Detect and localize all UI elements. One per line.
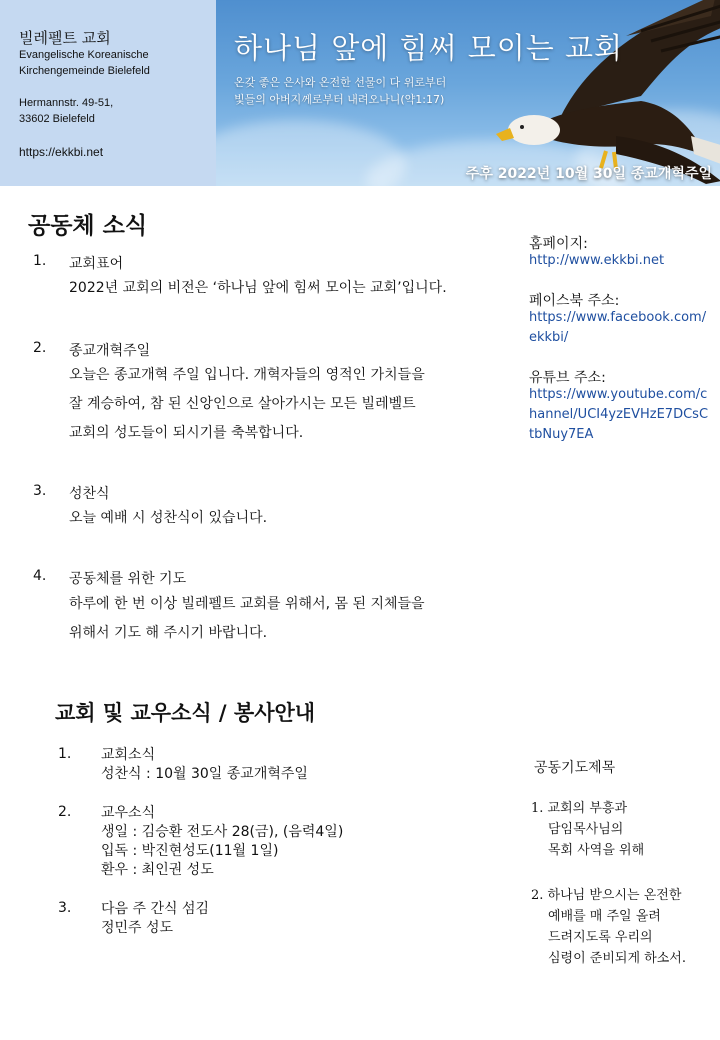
- service-date: 주후 2022년 10월 30일 종교개혁주일: [465, 166, 712, 182]
- community-news-title: 공동체 소식: [28, 213, 148, 239]
- news-item-line: 2022년 교회의 비전은 ‘하나님 앞에 힘써 모이는 교회’입니다.: [69, 280, 447, 296]
- news-item-line: 오늘은 종교개혁 주일 입니다. 개혁자들의 영적인 가치들을: [69, 367, 425, 383]
- news-item-heading: 공동체를 위한 기도: [69, 571, 187, 587]
- news-item-number: 2.: [33, 340, 47, 356]
- address-line1: Hermannstr. 49-51,: [19, 97, 114, 109]
- news-item-number: 4.: [33, 568, 47, 584]
- homepage-label: 홈페이지:: [529, 236, 588, 252]
- facebook-label: 페이스북 주소:: [529, 293, 620, 309]
- prayer-line: 심령이 준비되게 하소서.: [548, 951, 686, 966]
- church-news-line: 교우소식: [101, 805, 156, 821]
- news-item-line: 오늘 예배 시 성찬식이 있습니다.: [69, 510, 268, 526]
- address-line2: 33602 Bielefeld: [19, 113, 95, 125]
- church-news-line: 환우 : 최인권 성도: [101, 862, 214, 878]
- bible-verse-line1: 온갖 좋은 은사와 온전한 선물이 다 위로부터: [234, 76, 447, 89]
- news-item-heading: 성찬식: [69, 486, 110, 502]
- prayer-line: 예배를 매 주일 올려: [548, 909, 661, 924]
- church-news-item: [101, 746, 308, 784]
- church-name: 빌레펠트 교회: [19, 29, 111, 47]
- church-name-german-line1: Evangelische Koreanische: [19, 49, 149, 61]
- header-banner: [216, 0, 720, 186]
- website-link[interactable]: https://ekkbi.net: [19, 145, 104, 159]
- news-item-number: 1.: [33, 253, 47, 269]
- prayer-line: 목회 사역을 위해: [548, 843, 645, 858]
- homepage-link[interactable]: http://www.ekkbi.net: [529, 253, 665, 268]
- prayer-line: 담임목사님의: [548, 822, 624, 837]
- prayer-topic: [531, 885, 716, 969]
- church-news-line: 다음 주 간식 섬김: [101, 901, 210, 917]
- church-news-number: 1.: [58, 746, 72, 762]
- youtube-label: 유튜브 주소:: [529, 370, 606, 386]
- church-name-german-line2: Kirchengemeinde Bielefeld: [19, 65, 150, 77]
- church-news-line: 입독 : 박진현성도(11월 1일): [101, 843, 279, 859]
- news-item-body: [69, 504, 499, 533]
- prayer-topics-title: 공동기도제목: [534, 760, 616, 776]
- prayer-topic: [531, 798, 716, 861]
- banner-title: 하나님 앞에 힘써 모이는 교회: [234, 31, 624, 65]
- church-news-line: 정민주 성도: [101, 920, 174, 936]
- news-item-number: 3.: [33, 483, 47, 499]
- church-news-item: [101, 804, 343, 880]
- news-item-body: [69, 590, 499, 648]
- church-news-title: 교회 및 교우소식 / 봉사안내: [55, 701, 316, 725]
- church-news-number: 3.: [58, 900, 72, 916]
- bible-verse-line2: 빛들의 아버지께로부터 내려오나니(약1:17): [234, 93, 445, 106]
- church-news-number: 2.: [58, 804, 72, 820]
- news-item-body: [69, 361, 499, 448]
- news-item-line: 하루에 한 번 이상 빌레펠트 교회를 위해서, 몸 된 지체들을: [69, 596, 425, 612]
- youtube-link[interactable]: https://www.youtube.com/channel/UCI4yzEVHzE7DCsCtbNuy7EA: [529, 387, 709, 442]
- prayer-line: 2. 하나님 받으시는 온전한: [531, 888, 682, 903]
- news-item-line: 잘 계승하여, 참 된 신앙인으로 살아가시는 모든 빌레벨트: [69, 396, 416, 412]
- facebook-link[interactable]: https://www.facebook.com/ekkbi/: [529, 310, 707, 345]
- prayer-line: 드려지도록 우리의: [548, 930, 653, 945]
- church-news-item: [101, 900, 209, 938]
- news-item-heading: 종교개혁주일: [69, 343, 151, 359]
- church-news-line: 성찬식 : 10월 30일 종교개혁주일: [101, 766, 308, 782]
- church-news-line: 교회소식: [101, 747, 156, 763]
- church-news-line: 생일 : 김승환 전도사 28(금), (음력4일): [101, 824, 344, 840]
- news-item-heading: 교회표어: [69, 256, 124, 272]
- prayer-line: 1. 교회의 부흥과: [531, 801, 628, 816]
- news-item-body: [69, 274, 499, 303]
- church-info-panel: [0, 0, 216, 186]
- news-item-line: 교회의 성도들이 되시기를 축복합니다.: [69, 425, 304, 441]
- news-item-line: 위해서 기도 해 주시기 바랍니다.: [69, 625, 268, 641]
